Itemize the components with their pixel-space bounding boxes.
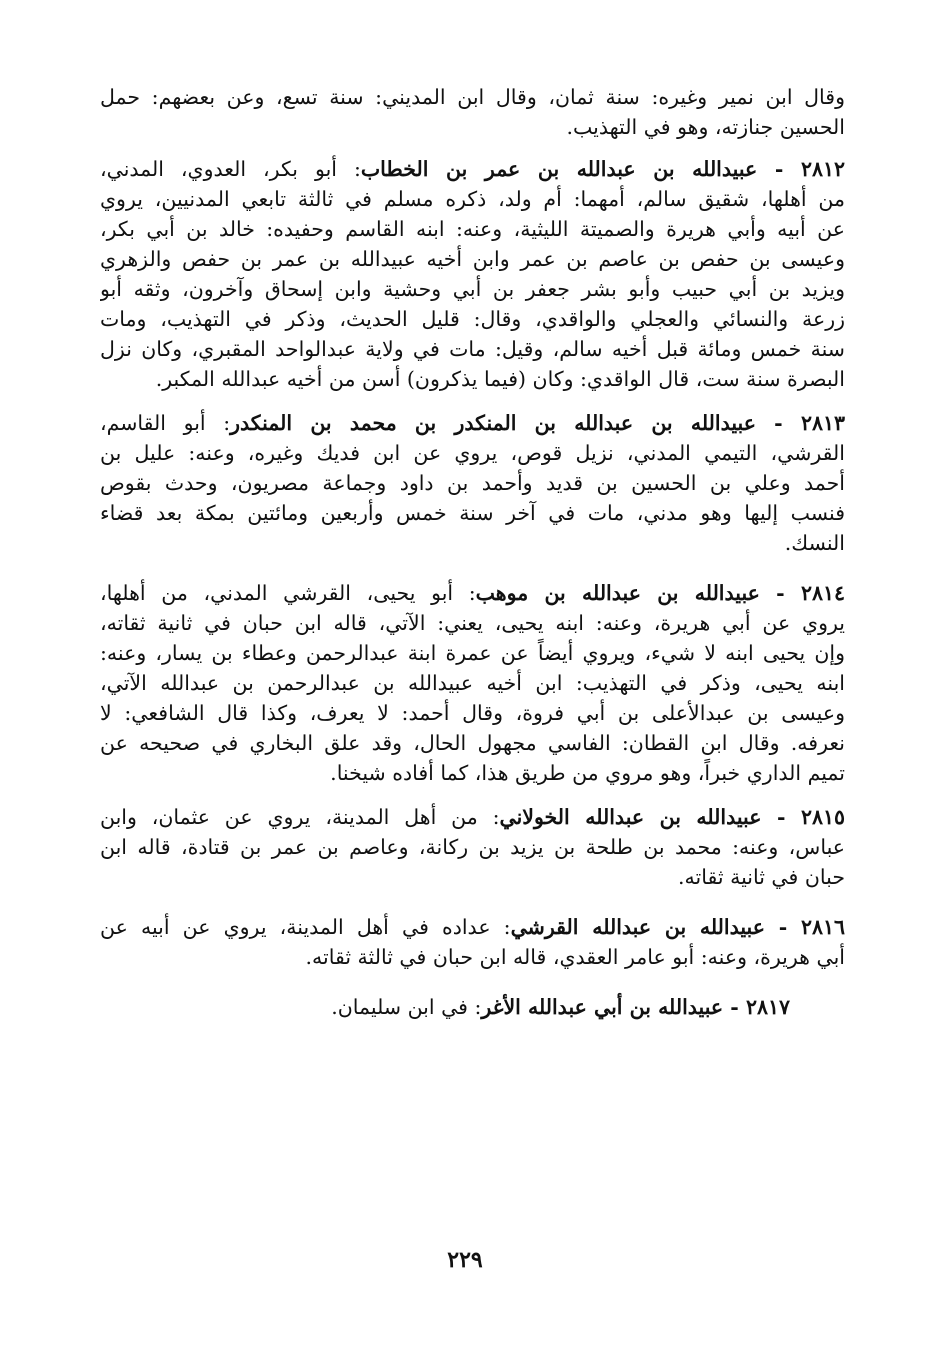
entry-first-line-rest: : أبو يحيى، القرشي المدني، من أهلها، xyxy=(100,581,476,605)
text-line: أبي هريرة، وعنه: أبو عامر العقدي، قاله ابن حبان في ثالثة ثقاته. xyxy=(305,945,845,969)
text-line: وعيسى بن عبدالأعلى بن أبي فروة، وقال أحمد: لا يعرف، وكذا قال الشافعي: لا xyxy=(100,701,845,725)
entry-2816 xyxy=(100,912,845,972)
text-line: وعيسى بن حفص بن عاصم بن عمر وابن أخيه عبيدالله بن عمر بن حفص والزهري xyxy=(100,247,845,271)
text-line: من أهلها، شقيق سالم، أمهما: أم ولد، ذكره مسلم في ثالثة تابعي المدنيين، يروي xyxy=(100,187,845,211)
text-line: فنسب إليها وهو مدني، مات في آخر سنة خمس وأربعين ومائتين بمكة بعد قضاء xyxy=(100,501,845,525)
entry-2812 xyxy=(100,154,845,394)
entry-dash: - xyxy=(761,805,801,829)
entry-first-line xyxy=(100,408,845,438)
entry-2814 xyxy=(100,578,845,788)
text-line: ابنه يحيى، وذكر في التهذيب: ابن أخيه عبيدالله بن عبدالرحمن بن عبدالله الآتي، xyxy=(100,671,845,695)
text-line: حبان في ثانية ثقاته. xyxy=(678,865,845,889)
entry-name: عبيدالله بن عبدالله بن موهب xyxy=(475,581,760,605)
entry-first-line xyxy=(100,578,845,608)
entry-dash: - xyxy=(723,995,746,1019)
text-line: وقال ابن نمير وغيره: سنة ثمان، وقال ابن المديني: سنة تسع، وعن بعضهم: حمل xyxy=(100,85,845,109)
entry-number: ٢٨١٢ xyxy=(800,157,845,181)
entry-name: عبيدالله بن أبي عبدالله الأغر xyxy=(481,995,724,1019)
entry-first-line xyxy=(100,154,845,184)
entry-number: ٢٨١٧ xyxy=(745,995,790,1019)
text-line: يروي عن أبي هريرة، وعنه: ابنه يحيى، يعني: الآتي، قاله ابن حبان في ثانية ثقاته، xyxy=(100,611,845,635)
text-line: وإن يحيى ابنه لا شيء، ويروي أيضاً عن عمرة ابنة عبدالرحمن وعطاء بن يسار، وعنه: xyxy=(100,641,845,665)
entry-number: ٢٨١٦ xyxy=(800,915,845,939)
entry-name: عبيدالله بن عبدالله بن عمر بن الخطاب xyxy=(360,157,758,181)
text-line: أحمد وعلي بن الحسين بن قديد وأحمد بن داود وجماعة مصريون، وحدث بقوص xyxy=(100,471,845,495)
text-line: البصرة سنة ست، قال الواقدي: وكان (فيما يذكرون) أسن من أخيه عبدالله المكبر. xyxy=(155,367,845,391)
text-line: سنة خمس ومائة قبل أخيه سالم، وقيل: مات في ولاية عبدالواحد المقبري، وكان نزل xyxy=(100,337,845,361)
entry-dash: - xyxy=(759,581,801,605)
paragraph-continuation xyxy=(100,82,845,142)
text-line: تميم الداري خبراً، وهو مروي من طريق هذا، كما أفاده شيخنا. xyxy=(330,761,845,785)
entry-2815 xyxy=(100,802,845,892)
entry-number: ٢٨١٤ xyxy=(800,581,845,605)
page-number: ٢٢٩ xyxy=(447,1247,483,1273)
entry-first-line xyxy=(100,802,845,832)
entry-number: ٢٨١٥ xyxy=(800,805,845,829)
entry-name: عبيدالله بن عبدالله القرشي xyxy=(510,915,765,939)
entry-first-line-rest: : أبو القاسم، xyxy=(100,411,231,435)
entry-first-line-rest: : من أهل المدينة، يروي عن عثمان، وابن xyxy=(100,805,500,829)
text-line: نعرفه. وقال ابن القطان: الفاسي مجهول الحال، وقد علق البخاري في صحيحه عن xyxy=(100,731,845,755)
entry-2813 xyxy=(100,408,845,558)
entry-number: ٢٨١٣ xyxy=(800,411,845,435)
text-line: زرعة والنسائي والعجلي والواقدي، وقال: قليل الحديث، وذكر في التهذيب، ومات xyxy=(100,307,845,331)
page-body xyxy=(100,74,845,1022)
entry-dash: - xyxy=(755,411,801,435)
text-line: القرشي، التيمي المدني، نزيل قوص، يروي عن ابن فديك وغيره، وعنه: عليل بن xyxy=(100,441,845,465)
entry-first-line xyxy=(100,992,790,1022)
text-line: ويزيد بن أبي حبيب وأبو بشر جعفر بن أبي وحشية وابن إسحاق وآخرون، وثقه أبو xyxy=(100,277,845,301)
entry-2817 xyxy=(100,992,845,1022)
text-line: عباس، وعنه: محمد بن طلحة بن يزيد بن ركانة، وعاصم بن عمر بن قتادة، قاله ابن xyxy=(100,835,845,859)
entry-name: عبيدالله بن عبدالله الخولاني xyxy=(499,805,762,829)
entry-first-line-rest: : أبو بكر، العدوي، المدني، xyxy=(100,157,361,181)
entry-first-line xyxy=(100,912,845,942)
entry-name: عبيدالله بن عبدالله بن المنكدر بن محمد بن المنكدر xyxy=(230,411,756,435)
text-line: عن أبيه وأبي هريرة والصميتة الليثية، وعنه: ابنه القاسم وحفيده: خالد بن أبي بكر، xyxy=(100,217,845,241)
entry-first-line-rest: : في ابن سليمان. xyxy=(331,995,482,1019)
text-line: النسك. xyxy=(784,531,845,555)
entry-first-line-rest: : عداده في أهل المدينة، يروي عن أبيه عن xyxy=(100,915,511,939)
text-line: الحسين جنازته، وهو في التهذيب. xyxy=(566,115,845,139)
entry-dash: - xyxy=(757,157,801,181)
entry-dash: - xyxy=(764,915,801,939)
